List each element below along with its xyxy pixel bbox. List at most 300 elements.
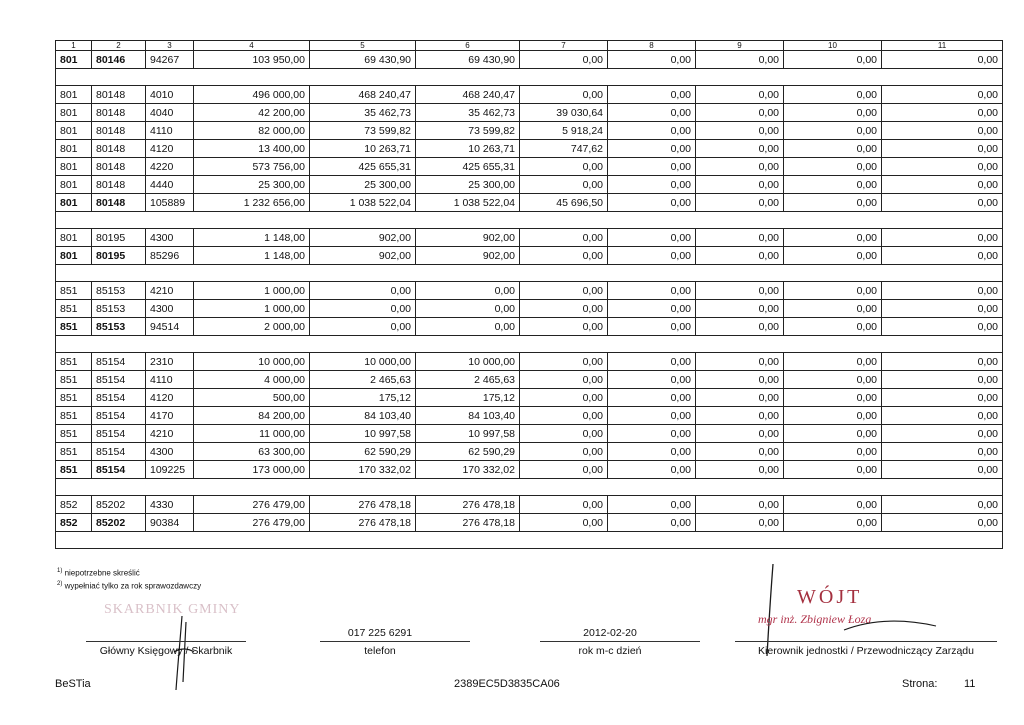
table-cell: 902,00 — [416, 229, 520, 247]
table-cell: 10 997,58 — [416, 425, 520, 443]
table-cell: 0,00 — [784, 158, 882, 176]
table-cell: 0,00 — [520, 318, 608, 336]
table-cell: 500,00 — [194, 389, 310, 407]
table-cell: 94267 — [146, 51, 194, 69]
table-cell: 425 655,31 — [416, 158, 520, 176]
table-cell: 276 478,18 — [416, 496, 520, 514]
table-cell: 170 332,02 — [416, 461, 520, 479]
table-cell: 0,00 — [882, 496, 1003, 514]
table-cell: 0,00 — [608, 407, 696, 425]
table-cell: 0,00 — [784, 389, 882, 407]
footnote-1-mark: 1) — [57, 568, 63, 574]
table-cell: 851 — [56, 282, 92, 300]
table-cell: 1 000,00 — [194, 300, 310, 318]
table-cell: 0,00 — [608, 86, 696, 104]
table-cell: 468 240,47 — [310, 86, 416, 104]
table-cell: 0,00 — [784, 514, 882, 532]
table-cell: 62 590,29 — [416, 443, 520, 461]
group-spacer-row — [56, 69, 1003, 86]
table-cell: 425 655,31 — [310, 158, 416, 176]
table-cell: 0,00 — [696, 371, 784, 389]
table-row-subtotal — [56, 194, 1003, 212]
table-cell: 0,00 — [520, 282, 608, 300]
table-cell: 0,00 — [882, 282, 1003, 300]
table-cell: 0,00 — [608, 389, 696, 407]
table-cell: 276 479,00 — [194, 514, 310, 532]
footnote-1-text: niepotrzebne skreślić — [64, 568, 140, 578]
group-spacer-row — [56, 336, 1003, 353]
table-row — [56, 300, 1003, 318]
table-cell: 35 462,73 — [416, 104, 520, 122]
table-cell: 0,00 — [608, 461, 696, 479]
table-cell: 173 000,00 — [194, 461, 310, 479]
budget-execution-table — [55, 40, 1003, 549]
table-cell: 4110 — [146, 122, 194, 140]
table-cell: 0,00 — [784, 51, 882, 69]
table-cell: 85154 — [92, 407, 146, 425]
table-cell: 4 000,00 — [194, 371, 310, 389]
table-cell: 851 — [56, 353, 92, 371]
table-cell: 0,00 — [882, 176, 1003, 194]
table-cell: 0,00 — [696, 104, 784, 122]
table-cell: 0,00 — [696, 318, 784, 336]
table-cell: 0,00 — [696, 514, 784, 532]
table-cell: 35 462,73 — [310, 104, 416, 122]
table-cell: 85154 — [92, 371, 146, 389]
table-row — [56, 104, 1003, 122]
table-cell: 90384 — [146, 514, 194, 532]
table-cell: 105889 — [146, 194, 194, 212]
table-cell: 0,00 — [696, 443, 784, 461]
table-cell: 0,00 — [784, 229, 882, 247]
table-cell: 0,00 — [784, 461, 882, 479]
page-label: Strona: — [902, 678, 938, 690]
group-spacer-row — [56, 265, 1003, 282]
table-row-subtotal — [56, 51, 1003, 69]
table-cell: 0,00 — [520, 496, 608, 514]
table-row-subtotal — [56, 247, 1003, 265]
table-cell: 902,00 — [310, 247, 416, 265]
table-cell: 0,00 — [608, 158, 696, 176]
table-cell: 85154 — [92, 443, 146, 461]
table-cell: 801 — [56, 104, 92, 122]
software-name: BeSTia — [55, 678, 91, 690]
table-cell: 0,00 — [608, 282, 696, 300]
table-bottom-spacer-row — [56, 532, 1003, 549]
table-cell: 0,00 — [520, 229, 608, 247]
table-cell: 0,00 — [310, 282, 416, 300]
table-cell: 85202 — [92, 514, 146, 532]
table-cell: 851 — [56, 443, 92, 461]
table-cell: 80146 — [92, 51, 146, 69]
table-cell: 2310 — [146, 353, 194, 371]
table-cell: 63 300,00 — [194, 443, 310, 461]
table-row-subtotal — [56, 514, 1003, 532]
table-cell: 80148 — [92, 158, 146, 176]
table-cell: 0,00 — [416, 318, 520, 336]
table-cell: 80148 — [92, 194, 146, 212]
table-row-subtotal — [56, 461, 1003, 479]
table-cell: 0,00 — [608, 247, 696, 265]
table-row — [56, 496, 1003, 514]
table-cell: 0,00 — [784, 282, 882, 300]
group-spacer-row — [56, 212, 1003, 229]
table-cell: 85154 — [92, 461, 146, 479]
table-cell: 0,00 — [608, 496, 696, 514]
table-cell: 0,00 — [882, 51, 1003, 69]
table-cell: 39 030,64 — [520, 104, 608, 122]
table-cell: 10 263,71 — [416, 140, 520, 158]
table-cell: 5 918,24 — [520, 122, 608, 140]
table-cell: 0,00 — [696, 86, 784, 104]
table-cell: 69 430,90 — [416, 51, 520, 69]
accountant-stamp: SKARBNIK GMINY — [104, 602, 241, 617]
table-cell: 80148 — [92, 176, 146, 194]
table-cell: 801 — [56, 176, 92, 194]
table-cell: 10 997,58 — [310, 425, 416, 443]
accountant-signature-line — [86, 641, 246, 642]
table-cell: 69 430,90 — [310, 51, 416, 69]
table-cell: 0,00 — [608, 318, 696, 336]
table-cell: 0,00 — [520, 353, 608, 371]
table-cell: 801 — [56, 229, 92, 247]
table-cell: 4210 — [146, 425, 194, 443]
table-cell: 85153 — [92, 282, 146, 300]
table-row — [56, 176, 1003, 194]
table-cell: 0,00 — [882, 318, 1003, 336]
date-line — [540, 641, 700, 642]
table-cell: 1 038 522,04 — [416, 194, 520, 212]
table-cell: 0,00 — [882, 122, 1003, 140]
table-cell: 573 756,00 — [194, 158, 310, 176]
table-cell: 4210 — [146, 282, 194, 300]
table-cell: 4330 — [146, 496, 194, 514]
table-cell: 0,00 — [696, 247, 784, 265]
table-cell: 1 148,00 — [194, 229, 310, 247]
column-number-cell: 9 — [696, 41, 784, 51]
table-cell: 0,00 — [882, 104, 1003, 122]
column-number-cell: 2 — [92, 41, 146, 51]
footnote-1 — [57, 566, 201, 579]
table-cell: 80148 — [92, 140, 146, 158]
table-cell: 4300 — [146, 300, 194, 318]
table-cell: 801 — [56, 140, 92, 158]
table-cell: 0,00 — [520, 247, 608, 265]
table-cell: 25 300,00 — [310, 176, 416, 194]
table-body — [56, 41, 1003, 549]
column-number-cell: 6 — [416, 41, 520, 51]
table-cell: 0,00 — [608, 176, 696, 194]
column-number-cell: 10 — [784, 41, 882, 51]
table-cell: 496 000,00 — [194, 86, 310, 104]
table-cell: 11 000,00 — [194, 425, 310, 443]
table-row — [56, 407, 1003, 425]
table-cell: 0,00 — [520, 300, 608, 318]
table-cell: 801 — [56, 86, 92, 104]
table-cell: 4110 — [146, 371, 194, 389]
column-number-row — [56, 41, 1003, 51]
table-cell: 276 479,00 — [194, 496, 310, 514]
table-cell: 0,00 — [882, 514, 1003, 532]
table-cell: 0,00 — [882, 140, 1003, 158]
column-number-cell: 5 — [310, 41, 416, 51]
table-cell: 4300 — [146, 229, 194, 247]
table-cell: 0,00 — [696, 282, 784, 300]
table-cell: 0,00 — [608, 514, 696, 532]
table-cell: 0,00 — [608, 425, 696, 443]
table-cell: 0,00 — [784, 300, 882, 318]
table-cell: 0,00 — [608, 122, 696, 140]
table-cell: 0,00 — [784, 122, 882, 140]
table-cell: 0,00 — [784, 496, 882, 514]
group-spacer-cell — [56, 69, 1003, 86]
table-cell: 2 465,63 — [416, 371, 520, 389]
table-cell: 0,00 — [608, 140, 696, 158]
table-cell: 0,00 — [882, 461, 1003, 479]
group-spacer-cell — [56, 336, 1003, 353]
table-cell: 85154 — [92, 389, 146, 407]
table-cell: 62 590,29 — [310, 443, 416, 461]
table-cell: 0,00 — [696, 158, 784, 176]
table-cell: 80195 — [92, 247, 146, 265]
head-label: Kierownik jednostki / Przewodniczący Zarządu — [758, 645, 974, 657]
table-cell: 0,00 — [608, 300, 696, 318]
table-cell: 0,00 — [696, 496, 784, 514]
table-cell: 109225 — [146, 461, 194, 479]
phone-line — [320, 641, 470, 642]
table-cell: 0,00 — [520, 51, 608, 69]
table-row — [56, 86, 1003, 104]
table-row — [56, 371, 1003, 389]
table-cell: 0,00 — [416, 282, 520, 300]
footnotes — [57, 566, 201, 591]
table-cell: 801 — [56, 194, 92, 212]
table-cell: 103 950,00 — [194, 51, 310, 69]
table-row — [56, 158, 1003, 176]
table-cell: 0,00 — [882, 247, 1003, 265]
table-cell: 42 200,00 — [194, 104, 310, 122]
column-number-cell: 3 — [146, 41, 194, 51]
table-cell: 0,00 — [520, 407, 608, 425]
table-cell: 0,00 — [882, 443, 1003, 461]
table-cell: 0,00 — [696, 425, 784, 443]
table-cell: 85202 — [92, 496, 146, 514]
table-cell: 0,00 — [608, 51, 696, 69]
table-cell: 902,00 — [310, 229, 416, 247]
table-cell: 0,00 — [882, 86, 1003, 104]
date-value: 2012-02-20 — [583, 627, 637, 639]
column-number-cell: 8 — [608, 41, 696, 51]
table-cell: 0,00 — [784, 104, 882, 122]
table-cell: 0,00 — [416, 300, 520, 318]
table-cell: 10 263,71 — [310, 140, 416, 158]
table-cell: 0,00 — [784, 247, 882, 265]
table-cell: 175,12 — [310, 389, 416, 407]
table-cell: 0,00 — [696, 300, 784, 318]
document-code: 2389EC5D3835CA06 — [454, 678, 560, 690]
table-cell: 0,00 — [520, 86, 608, 104]
table-cell: 0,00 — [882, 300, 1003, 318]
table-cell: 0,00 — [696, 51, 784, 69]
column-number-cell: 11 — [882, 41, 1003, 51]
table-cell: 1 232 656,00 — [194, 194, 310, 212]
table-cell: 0,00 — [608, 229, 696, 247]
table-cell: 13 400,00 — [194, 140, 310, 158]
table-cell: 4040 — [146, 104, 194, 122]
table-row — [56, 282, 1003, 300]
table-cell: 276 478,18 — [310, 496, 416, 514]
date-label: rok m-c dzień — [578, 645, 642, 657]
table-cell: 0,00 — [882, 158, 1003, 176]
table-cell: 85154 — [92, 353, 146, 371]
table-row — [56, 229, 1003, 247]
table-cell: 0,00 — [784, 425, 882, 443]
table-cell: 0,00 — [520, 158, 608, 176]
table-row — [56, 140, 1003, 158]
group-spacer-row — [56, 479, 1003, 496]
table-cell: 0,00 — [520, 461, 608, 479]
head-signature-line — [735, 641, 997, 642]
table-cell: 0,00 — [608, 371, 696, 389]
table-cell: 82 000,00 — [194, 122, 310, 140]
table-cell: 0,00 — [696, 176, 784, 194]
table-cell: 0,00 — [696, 122, 784, 140]
table-cell: 84 103,40 — [310, 407, 416, 425]
table-cell: 851 — [56, 425, 92, 443]
table-row — [56, 443, 1003, 461]
table-cell: 801 — [56, 158, 92, 176]
table-cell: 85153 — [92, 318, 146, 336]
table-cell: 0,00 — [696, 389, 784, 407]
column-number-cell: 4 — [194, 41, 310, 51]
column-number-cell: 7 — [520, 41, 608, 51]
table-cell: 25 300,00 — [416, 176, 520, 194]
table-cell: 0,00 — [608, 353, 696, 371]
footnote-2 — [57, 579, 201, 592]
table-cell: 851 — [56, 300, 92, 318]
table-cell: 175,12 — [416, 389, 520, 407]
table-cell: 851 — [56, 389, 92, 407]
table-cell: 801 — [56, 122, 92, 140]
table-cell: 0,00 — [882, 353, 1003, 371]
table-cell: 25 300,00 — [194, 176, 310, 194]
table-cell: 851 — [56, 371, 92, 389]
table-cell: 4120 — [146, 140, 194, 158]
table-cell: 0,00 — [882, 389, 1003, 407]
table-cell: 852 — [56, 496, 92, 514]
column-number-cell: 1 — [56, 41, 92, 51]
table-cell: 0,00 — [882, 194, 1003, 212]
table-cell: 0,00 — [784, 318, 882, 336]
table-cell: 0,00 — [608, 104, 696, 122]
table-cell: 4440 — [146, 176, 194, 194]
table-cell: 85153 — [92, 300, 146, 318]
table-cell: 0,00 — [882, 229, 1003, 247]
table-cell: 4300 — [146, 443, 194, 461]
table-cell: 4220 — [146, 158, 194, 176]
table-cell: 0,00 — [784, 176, 882, 194]
table-cell: 801 — [56, 51, 92, 69]
table-cell: 85296 — [146, 247, 194, 265]
table-cell: 0,00 — [608, 194, 696, 212]
table-cell: 1 038 522,04 — [310, 194, 416, 212]
table-cell: 851 — [56, 407, 92, 425]
accountant-label: Główny Księgowy / Skarbnik — [99, 645, 233, 657]
table-cell: 0,00 — [696, 194, 784, 212]
table-cell: 0,00 — [520, 425, 608, 443]
table-cell: 45 696,50 — [520, 194, 608, 212]
table-cell: 0,00 — [520, 176, 608, 194]
table-cell: 0,00 — [696, 140, 784, 158]
table-cell: 170 332,02 — [310, 461, 416, 479]
table-cell: 73 599,82 — [416, 122, 520, 140]
table-cell: 852 — [56, 514, 92, 532]
table-cell: 84 200,00 — [194, 407, 310, 425]
table-cell: 0,00 — [520, 389, 608, 407]
table-cell: 10 000,00 — [194, 353, 310, 371]
table-cell: 0,00 — [784, 140, 882, 158]
table-cell: 80148 — [92, 122, 146, 140]
table-cell: 747,62 — [520, 140, 608, 158]
table-cell: 73 599,82 — [310, 122, 416, 140]
table-cell: 0,00 — [520, 443, 608, 461]
table-cell: 851 — [56, 318, 92, 336]
table-cell: 4120 — [146, 389, 194, 407]
table-row — [56, 353, 1003, 371]
group-spacer-cell — [56, 265, 1003, 282]
page-number: 11 — [964, 678, 976, 690]
footnote-2-text: wypełniać tylko za rok sprawozdawczy — [64, 581, 202, 591]
table-cell: 0,00 — [784, 194, 882, 212]
table-cell: 0,00 — [784, 407, 882, 425]
table-cell: 0,00 — [784, 371, 882, 389]
footnote-2-mark: 2) — [57, 580, 63, 587]
group-spacer-cell — [56, 212, 1003, 229]
handwriting-flourish-icon — [840, 616, 940, 638]
table-cell: 2 000,00 — [194, 318, 310, 336]
table-cell: 276 478,18 — [310, 514, 416, 532]
table-cell: 0,00 — [696, 353, 784, 371]
table-cell: 0,00 — [310, 318, 416, 336]
table-cell: 0,00 — [784, 353, 882, 371]
table-cell: 4170 — [146, 407, 194, 425]
table-row — [56, 122, 1003, 140]
table-cell: 0,00 — [310, 300, 416, 318]
table-cell: 902,00 — [416, 247, 520, 265]
table-cell: 0,00 — [608, 443, 696, 461]
head-stamp: WÓJT — [797, 586, 863, 608]
phone-label: telefon — [364, 645, 396, 657]
table-cell: 0,00 — [520, 371, 608, 389]
table-cell: 80148 — [92, 104, 146, 122]
table-cell: 0,00 — [882, 425, 1003, 443]
table-cell: 85154 — [92, 425, 146, 443]
table-cell: 0,00 — [696, 407, 784, 425]
table-cell: 80148 — [92, 86, 146, 104]
table-bottom-spacer-cell — [56, 532, 1003, 549]
table-cell: 801 — [56, 247, 92, 265]
table-cell: 468 240,47 — [416, 86, 520, 104]
head-handwriting: mgr inż. Zbigniew Łoza — [758, 612, 872, 626]
table-cell: 10 000,00 — [310, 353, 416, 371]
table-cell: 10 000,00 — [416, 353, 520, 371]
table-row — [56, 425, 1003, 443]
table-cell: 4010 — [146, 86, 194, 104]
table-cell: 1 148,00 — [194, 247, 310, 265]
table-cell: 851 — [56, 461, 92, 479]
table-cell: 0,00 — [882, 371, 1003, 389]
table-row-subtotal — [56, 318, 1003, 336]
